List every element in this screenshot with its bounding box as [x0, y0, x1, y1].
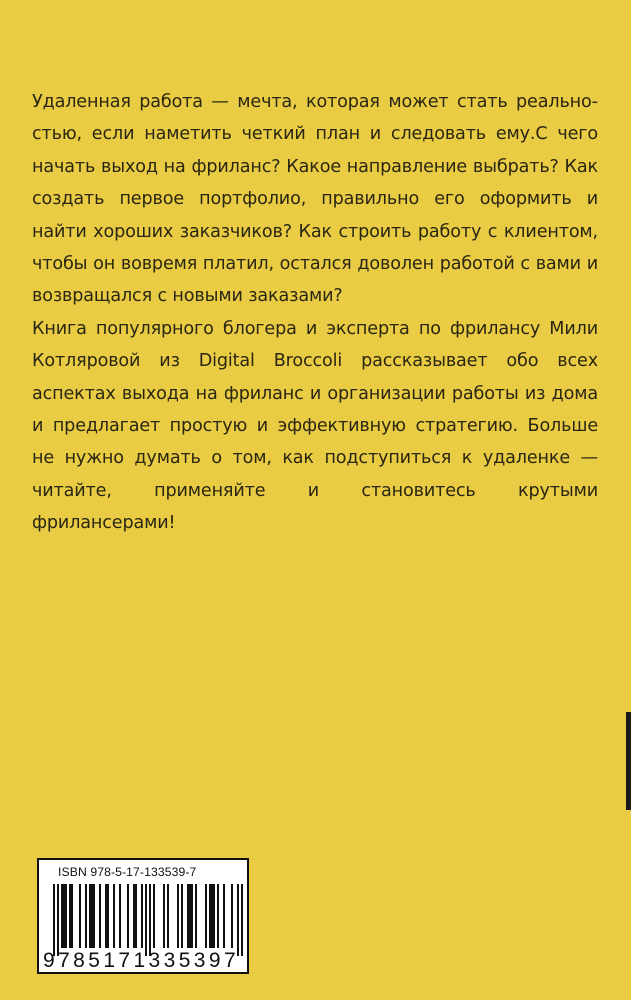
barcode-bar — [71, 884, 73, 948]
barcode-bar — [209, 884, 211, 948]
barcode-bar — [89, 884, 91, 948]
barcode-bar — [191, 884, 193, 948]
barcode-bar — [119, 884, 121, 948]
barcode-bar — [205, 884, 207, 948]
barcode-bar — [57, 884, 59, 956]
barcode-bar — [91, 884, 93, 948]
barcode-bar — [195, 884, 197, 948]
isbn-label: ISBN 978-5-17-133539-7 — [58, 865, 197, 879]
barcode-bar — [177, 884, 179, 948]
barcode-bar — [237, 884, 239, 956]
barcode-bar — [211, 884, 213, 948]
barcode-bar — [231, 884, 233, 948]
book-description — [32, 86, 598, 540]
barcode-bar — [213, 884, 215, 948]
barcode-bar — [113, 884, 115, 948]
barcode-bar — [135, 884, 137, 948]
barcode-bar — [85, 884, 87, 948]
barcode-bar — [79, 884, 81, 948]
edge-marker — [626, 712, 631, 810]
barcode-bar — [69, 884, 71, 948]
barcode-bar — [61, 884, 63, 948]
barcode-bar — [223, 884, 225, 948]
barcode-bar — [241, 884, 243, 956]
barcode-bar — [167, 884, 169, 948]
barcode-bar — [217, 884, 219, 948]
barcode-digits: 9785171335397 — [43, 949, 240, 972]
barcode-bar — [53, 884, 55, 956]
barcode-bar — [149, 884, 151, 956]
barcode-bar — [189, 884, 191, 948]
barcode-bar — [107, 884, 109, 948]
barcode-bar — [93, 884, 95, 948]
barcode-bar — [141, 884, 143, 948]
barcode-bar — [153, 884, 155, 948]
barcode-bar — [145, 884, 147, 956]
barcode-bar — [99, 884, 101, 948]
description-paragraph-1: Удаленная работа — мечта, которая может стать реальностью, если наметить четкий план и следовать ему.С чего начать выход на фриланс? Какое направление выбрать? Как создать первое портфолио, правильно его оформить и найти хороших заказчиков? Как строить работу с клиентом, чтобы он вовремя платил, остался доволен работой с вами и возвращался с новыми заказами? — [32, 92, 598, 307]
barcode-bar — [63, 884, 65, 948]
barcode-bar — [181, 884, 183, 948]
description-paragraph-2: Книга популярного блогера и эксперта по фрилансу Мили Котляровой из Digital Broccoli рассказывает обо всех аспектах выхода на фриланс и организации работы из дома и предлагает простую и эффективную стратегию. Больше не нужно думать о том, как подступиться к удаленке — читайте, применяйте и становитесь крутыми фрилансерами! — [32, 318, 598, 534]
barcode-bar — [127, 884, 129, 948]
barcode-bar — [133, 884, 135, 948]
barcode-bar — [163, 884, 165, 948]
barcode-bar — [105, 884, 107, 948]
barcode-panel — [37, 858, 249, 974]
barcode-bar — [187, 884, 189, 948]
barcode-bar — [65, 884, 67, 948]
